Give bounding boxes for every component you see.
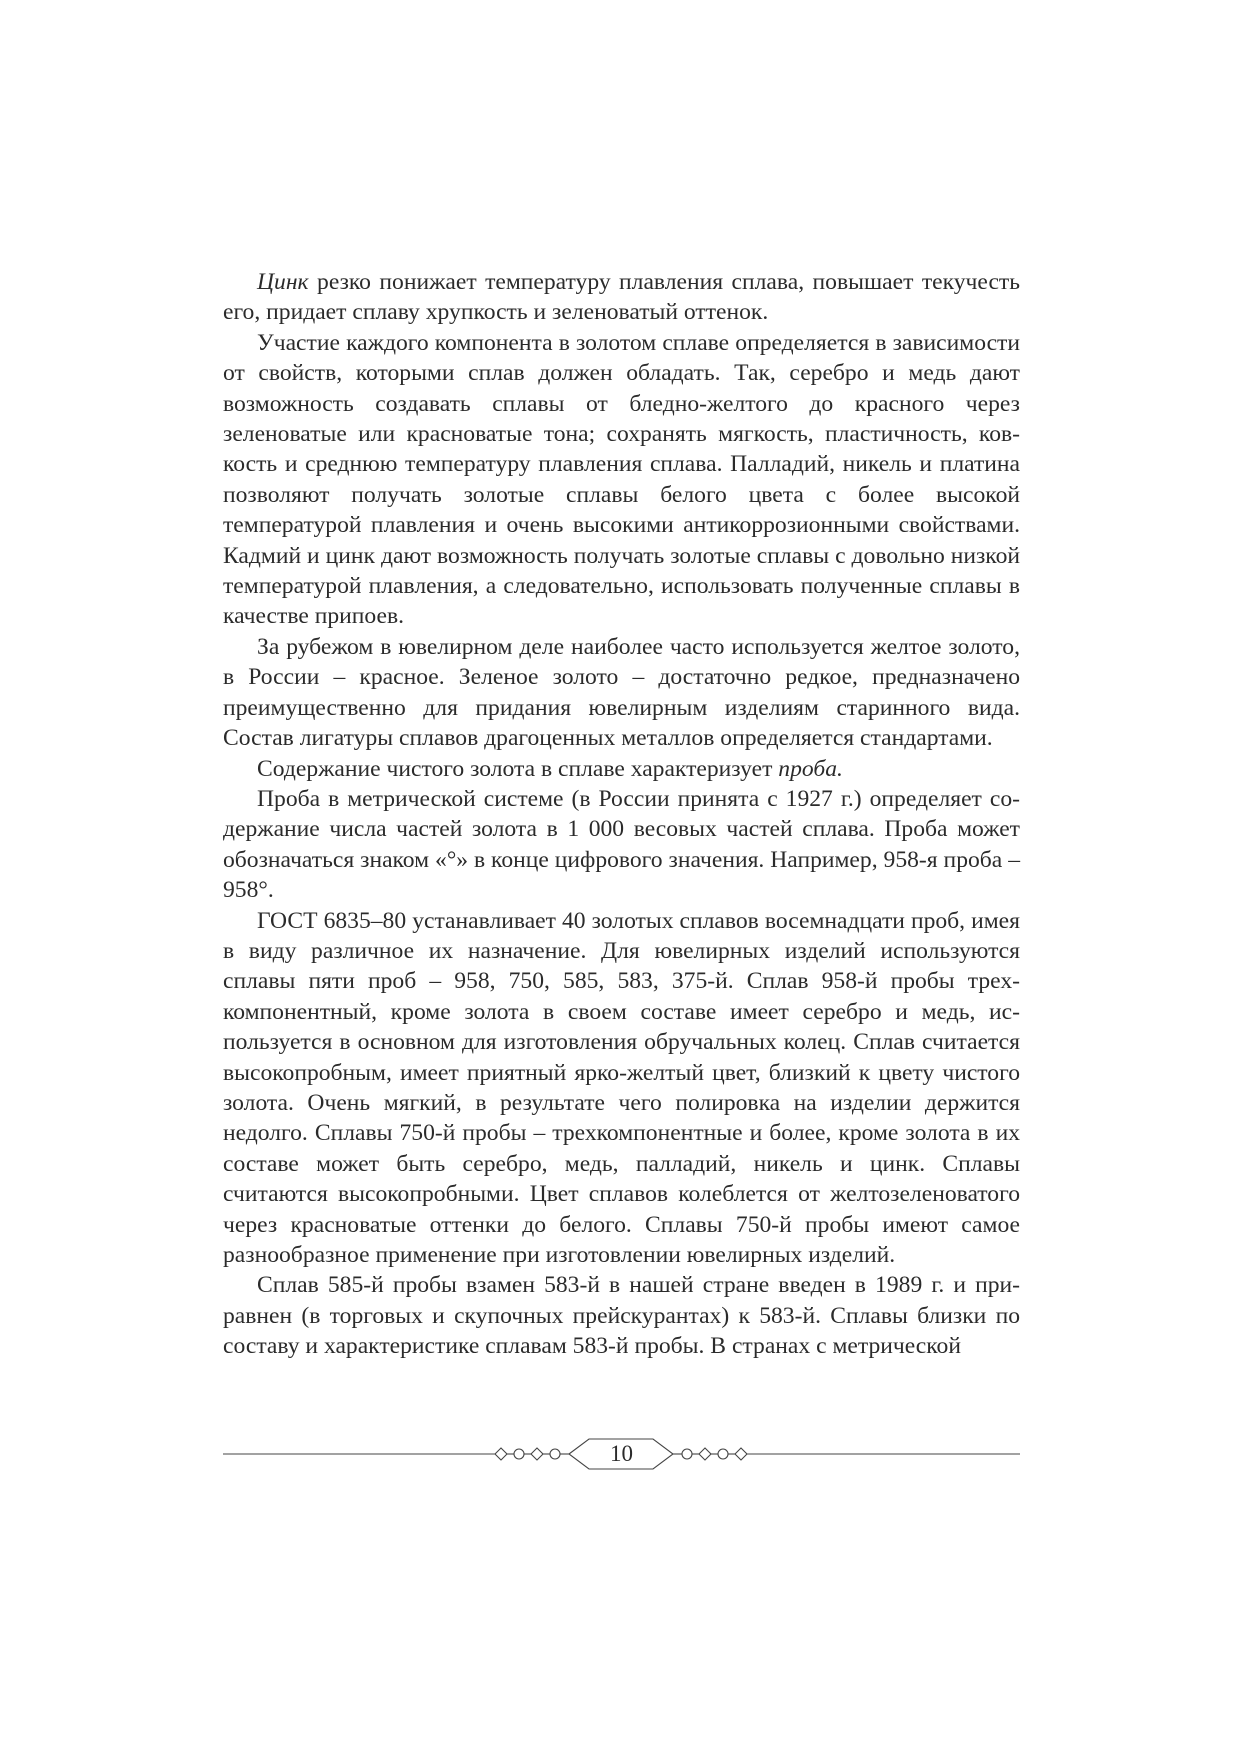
paragraph-text: ГОСТ 6835–80 устанавливает 40 золотых сплавов восемнадцати проб, имея в виду различное их назначение. Для ювелирных изделий используются сплавы пяти проб – 958, 750, 585, 583, 375-й. Сплав 958-й пробы трехкомпонентный, кроме золота в своем составе имеет серебро и медь, используется в основном для изготовления обручальных колец. Сплав считается высокопробным, имеет приятный ярко-желтый цвет, близкий к цвету чистого золота. Очень мягкий, в результате чего полировка на изделии держится недолго. Сплавы 750-й пробы – трехкомпонентные и более, кроме золота в их составе может быть серебро, медь, палладий, никель и цинк. Сплавы считаются высокопробными. Цвет сплавов колеблется от желтозеленоватого через красноватые оттенки до белого. Сплавы 750-й пробы имеют самое разнообразное применение при изготовлении ювелирных изделий. — [223, 907, 1020, 1268]
page-number: 10 — [610, 1441, 633, 1466]
page-footer — [223, 1436, 1020, 1472]
paragraph-text: Содержание чистого золота в сплаве характеризует — [257, 755, 779, 782]
paragraph-text: Проба в метрической системе (в России принята с 1927 г.) определяет содержание числа частей золота в 1 000 весовых частей сплава. Проба может обозначаться знаком «°» в конце цифрового значения. Например, 958-я проба – 958°. — [223, 785, 1020, 904]
term-proba: проба. — [778, 755, 843, 782]
paragraph-proba-definition — [223, 754, 1020, 784]
paragraph-text: Сплав 585-й пробы взамен 583-й в нашей стране введен в 1989 г. и приравнен (в торговых и скупочных прейскурантах) к 583-й. Сплавы близки по составу и характеристике сплавам 583-й пробы. В странах с метрической — [223, 1272, 1020, 1360]
paragraph-zinc — [223, 267, 1020, 328]
paragraph-text: За рубежом в ювелирном деле наиболее часто используется желтое золото, в России – красное. Зеленое золото – достаточно редкое, предназначено преимущественно для придания ювелирным изделиям старинного вида. Состав лигатуры сплавов драгоценных металлов определяется стандартами. — [223, 633, 1020, 752]
paragraph-gold-colors — [223, 632, 1020, 754]
term-zinc: Цинк — [257, 269, 309, 295]
body-text — [223, 267, 1020, 1362]
paragraph-metric-system — [223, 784, 1020, 906]
paragraph-585 — [223, 1270, 1020, 1361]
paragraph-gost — [223, 906, 1020, 1271]
paragraph-components — [223, 328, 1020, 632]
paragraph-text: резко понижает температуру плавления сплава, повышает текучесть его, придает сплаву хрупкость и зеленоватый оттенок. — [223, 269, 1020, 326]
paragraph-text: Участие каждого компонента в золотом сплаве определяется в зависимости от свойств, которыми сплав должен обладать. Так, серебро и медь дают возможность создавать сплавы от бледно-желтого до красного через зеленоватые или красноватые тона; сохранять мягкость, пластичность, ковкость и среднюю температуру плавления сплава. Палладий, никель и платина позволяют получать золотые сплавы белого цвета с более высокой температурой плавления и очень высокими антикоррозионными свойствами. Кадмий и цинк дают возможность получать золотые сплавы с довольно низкой температурой плавления, а следовательно, использовать полученные сплавы в качестве припоев. — [223, 329, 1020, 630]
